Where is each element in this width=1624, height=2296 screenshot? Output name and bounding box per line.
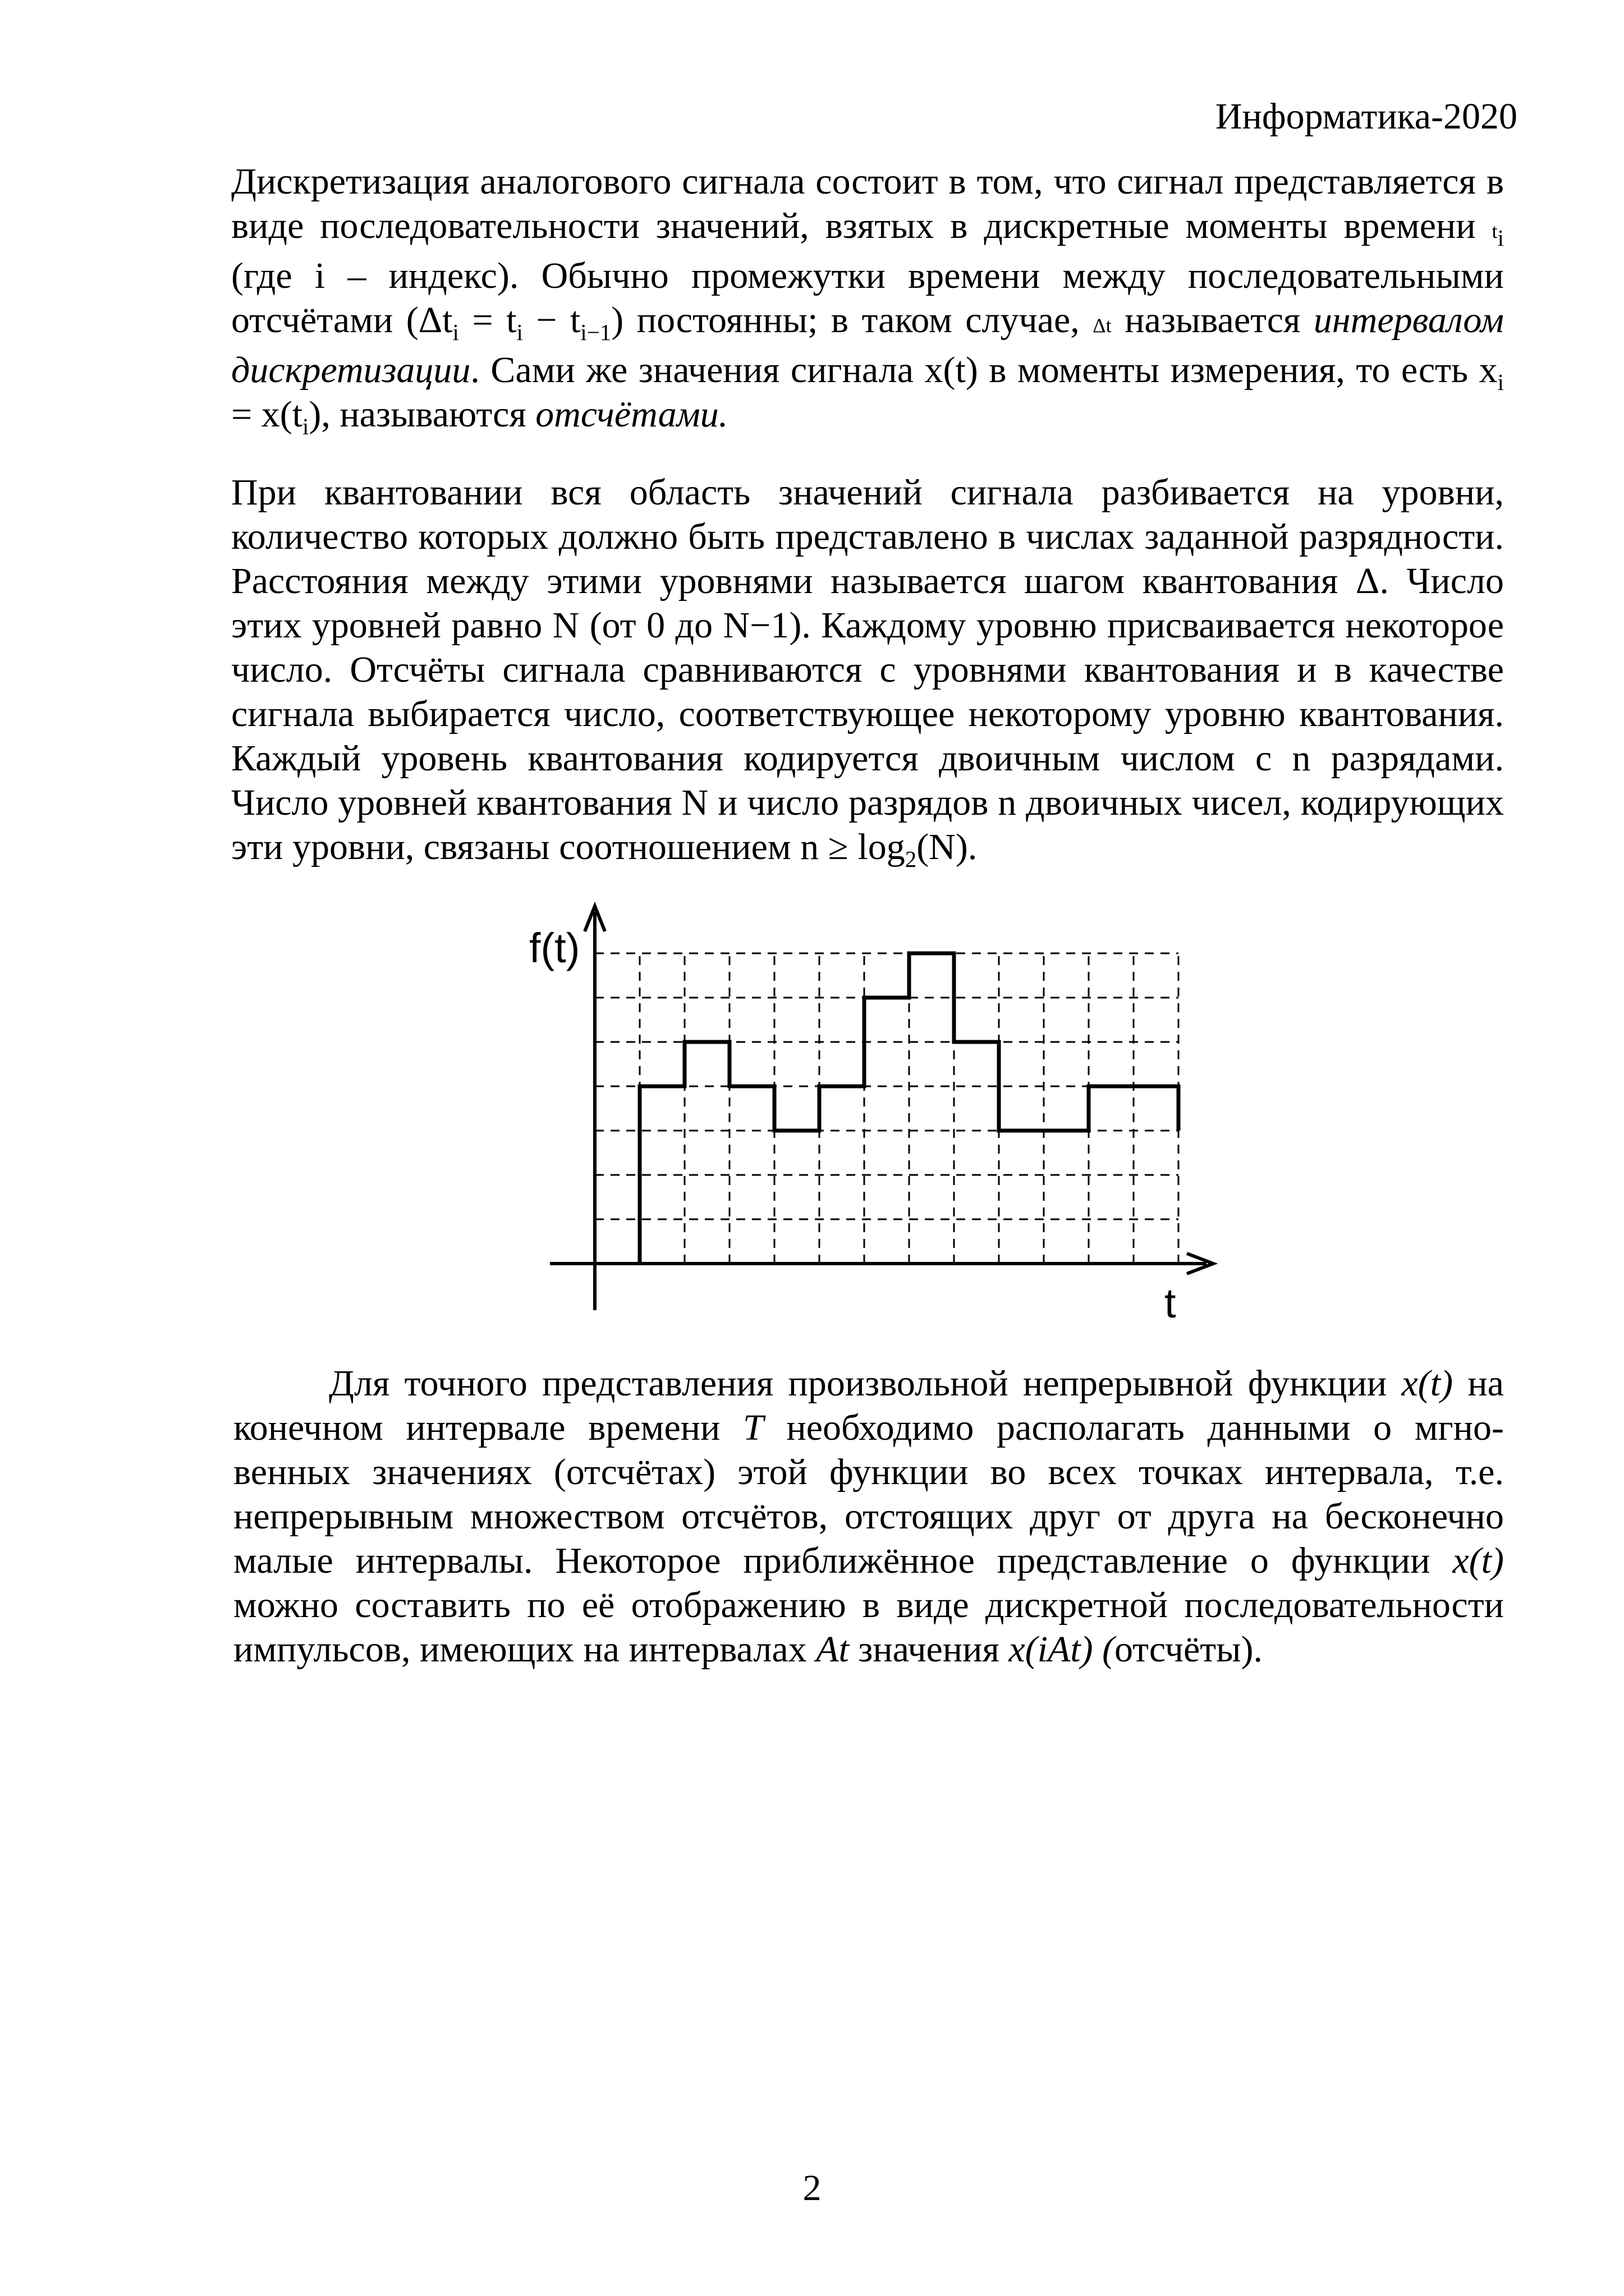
text-run: ) постоянны; в таком случае, xyxy=(611,300,1093,341)
text-run: называется xyxy=(1111,300,1314,341)
italic-term: T xyxy=(743,1407,764,1448)
text-run: − t xyxy=(522,300,581,341)
subscript: i xyxy=(452,320,459,346)
text-run: необходимо располагать данными о мгно-венных значениях (отсчётах) этой функции во всех точках интервала, т.е. непрерывным множеством отсчётов, отстоящих друг от друга на бесконечно малые интервалы. Некоторое приближённое представление о функции xyxy=(233,1407,1504,1581)
text-run: . Сами же значения сигнала x(t) в моменты измерения, то есть x xyxy=(470,350,1498,391)
text-run: ), называются xyxy=(309,394,536,435)
text-run: отсчёты). xyxy=(1114,1629,1263,1670)
italic-term: ( xyxy=(1093,1629,1115,1670)
paragraph-discretization xyxy=(231,159,1504,440)
italic-term: At xyxy=(816,1629,849,1670)
paragraph-continuous-function xyxy=(233,1361,1504,1672)
quantized-signal-graph xyxy=(505,887,1235,1324)
text-run: = x(t xyxy=(231,394,303,435)
subscript: i xyxy=(1497,370,1504,396)
text-run: Для точного представления произвольной непрерывной функции xyxy=(329,1363,1402,1404)
subscript: i xyxy=(516,320,523,346)
x-axis-label: t xyxy=(1164,1280,1176,1324)
text-run: на конечном интервале времени xyxy=(233,1363,1504,1448)
signal-step-line xyxy=(640,953,1178,1264)
subscript: i xyxy=(1497,226,1504,251)
page-number: 2 xyxy=(802,2168,822,2208)
subscript: i xyxy=(302,414,309,440)
text-run: t xyxy=(1492,220,1498,242)
subscript: i−1 xyxy=(580,320,612,346)
text-run: значения xyxy=(848,1629,1009,1670)
text-run: При квантовании вся область значений сигнала разбивается на уровни, количество которых должно быть представлено в числах заданной разрядности. Расстояния между этими уровнями называется шагом квантования Δ. Число этих уровней равно N (от 0 до N−1). Каждому уровню присваивается некоторое число. Отсчёты сигнала сравниваются с уровнями квантования и в качестве сигнала выбирается число, соответствующее некоторому уровню квантования. Каждый уровень квантования кодируется двоичным числом с n разрядами. Число уровней квантования N и число разрядов n двоичных чисел, кодирующих эти уровни, связаны соотношением n ≥ log xyxy=(231,472,1504,867)
text-run: Дискретизация аналогового сигнала состоит в том, что сигнал представляется в виде последовательности значений, взятых в дискретные моменты времени xyxy=(231,161,1504,246)
italic-term: отсчётами. xyxy=(535,394,728,435)
italic-term: x(t) xyxy=(1452,1540,1504,1581)
text-run: Δt xyxy=(1093,314,1112,337)
italic-term: интервалом дискретизации xyxy=(231,300,1504,391)
text-run: можно составить по её отображению в виде дискретной последовательности импульсов, имеющих на интервалах xyxy=(233,1585,1504,1670)
graph-grid xyxy=(595,953,1178,1264)
page-header: Информатика-2020 xyxy=(1215,96,1517,137)
y-axis-label: f(t) xyxy=(529,925,580,971)
text-run: = t xyxy=(458,300,517,341)
text-run: (где i – индекс). Обычно промежутки времени между последовательными отсчётами (Δt xyxy=(231,255,1504,341)
italic-term: x(iAt) xyxy=(1008,1629,1093,1670)
paragraph-quantization xyxy=(231,470,1504,873)
subscript: 2 xyxy=(905,847,917,873)
italic-term: x(t) xyxy=(1401,1363,1453,1404)
text-run: (N). xyxy=(916,826,978,867)
